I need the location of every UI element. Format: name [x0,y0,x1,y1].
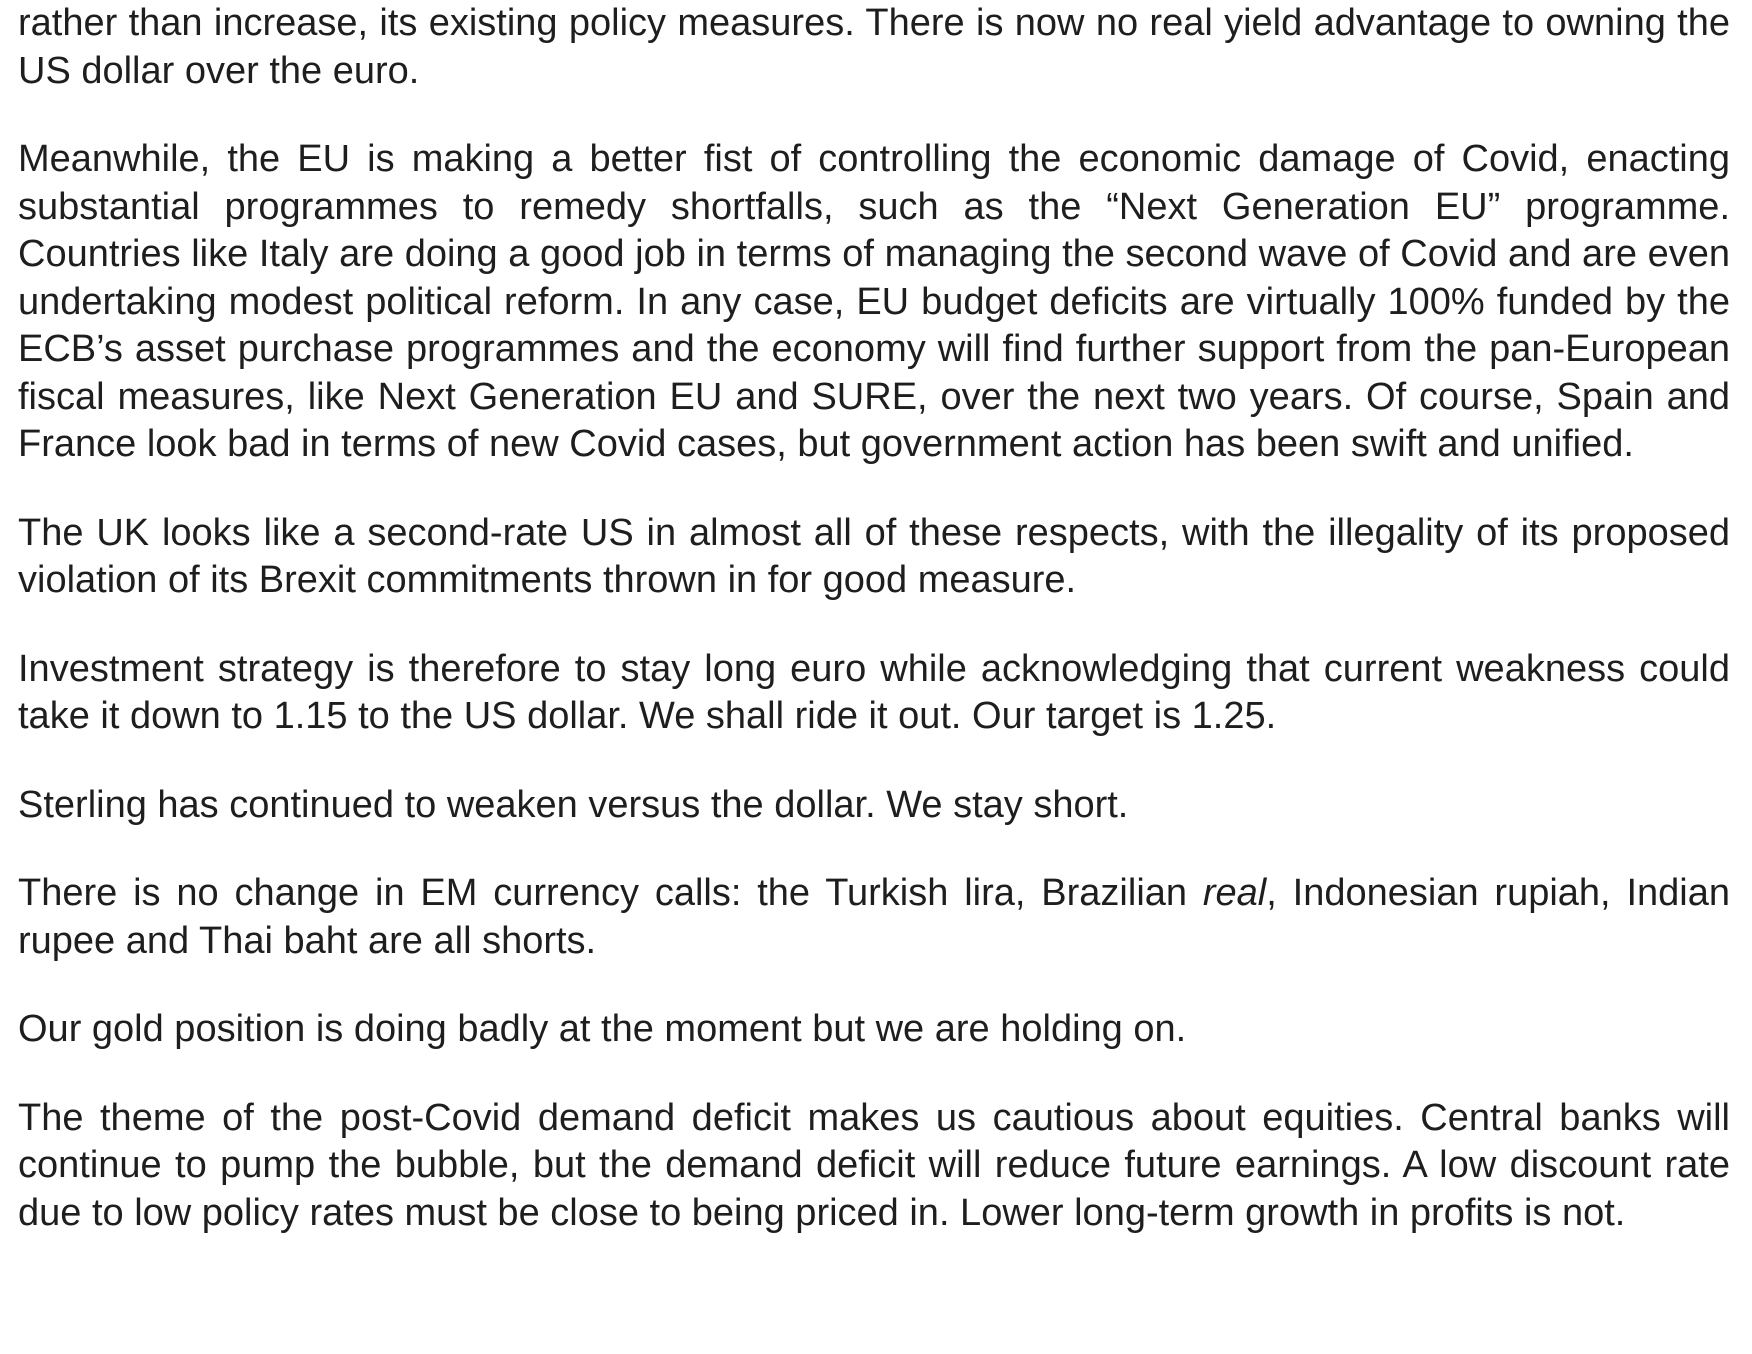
paragraph-uk: The UK looks like a second-rate US in almost all of these respects, with the illegality of its proposed violation of its Brexit commitments thrown in for good measure. [18,511,1730,601]
document-body [18,0,1730,1278]
paragraph-sterling: Sterling has continued to weaken versus the dollar. We stay short. [18,783,1129,826]
paragraph-em-currency [18,870,1730,965]
paragraph-gold: Our gold position is doing badly at the moment but we are holding on. [18,1008,1187,1050]
paragraph-dollar-yield: rather than increase, its existing policy measures. There is now no real yield advantage to owning the US dollar over the euro. [18,2,1730,92]
paragraph-equities: The theme of the post-Covid demand deficit makes us cautious about equities. Central banks will continue to pump the bubble, but the demand deficit will reduce future earnings. A low discount rate due to low policy rates must be close to being priced in. Lower long-term growth in profits is not. [18,1096,1730,1234]
em-currency-text-before: There is no change in EM currency calls: the Turkish lira, Brazilian [18,872,1203,914]
em-currency-emphasis: real [1202,872,1267,914]
em-currency-text-after: , Indonesian rupiah, Indian rupee and Thai baht are all shorts. [18,872,1730,962]
paragraph-eu-covid: Meanwhile, the EU is making a better fist of controlling the economic damage of Covid, enacting substantial programmes to remedy shortfalls, such as the “Next Generation EU” programme. Countries like Italy are doing a good job in terms of managing the second wave of Covid and are even undertaking modest political reform. In any case, EU budget deficits are virtually 100% funded by the ECB’s asset purchase programmes and the economy will find further support from the pan-European fiscal measures, like Next Generation EU and SURE, over the next two years. Of course, Spain and France look bad in terms of new Covid cases, but government action has been swift and unified. [18,138,1730,465]
paragraph-investment-strategy: Investment strategy is therefore to stay long euro while acknowledging that current weakness could take it down to 1.15 to the US dollar. We shall ride it out. Our target is 1.25. [18,647,1730,737]
